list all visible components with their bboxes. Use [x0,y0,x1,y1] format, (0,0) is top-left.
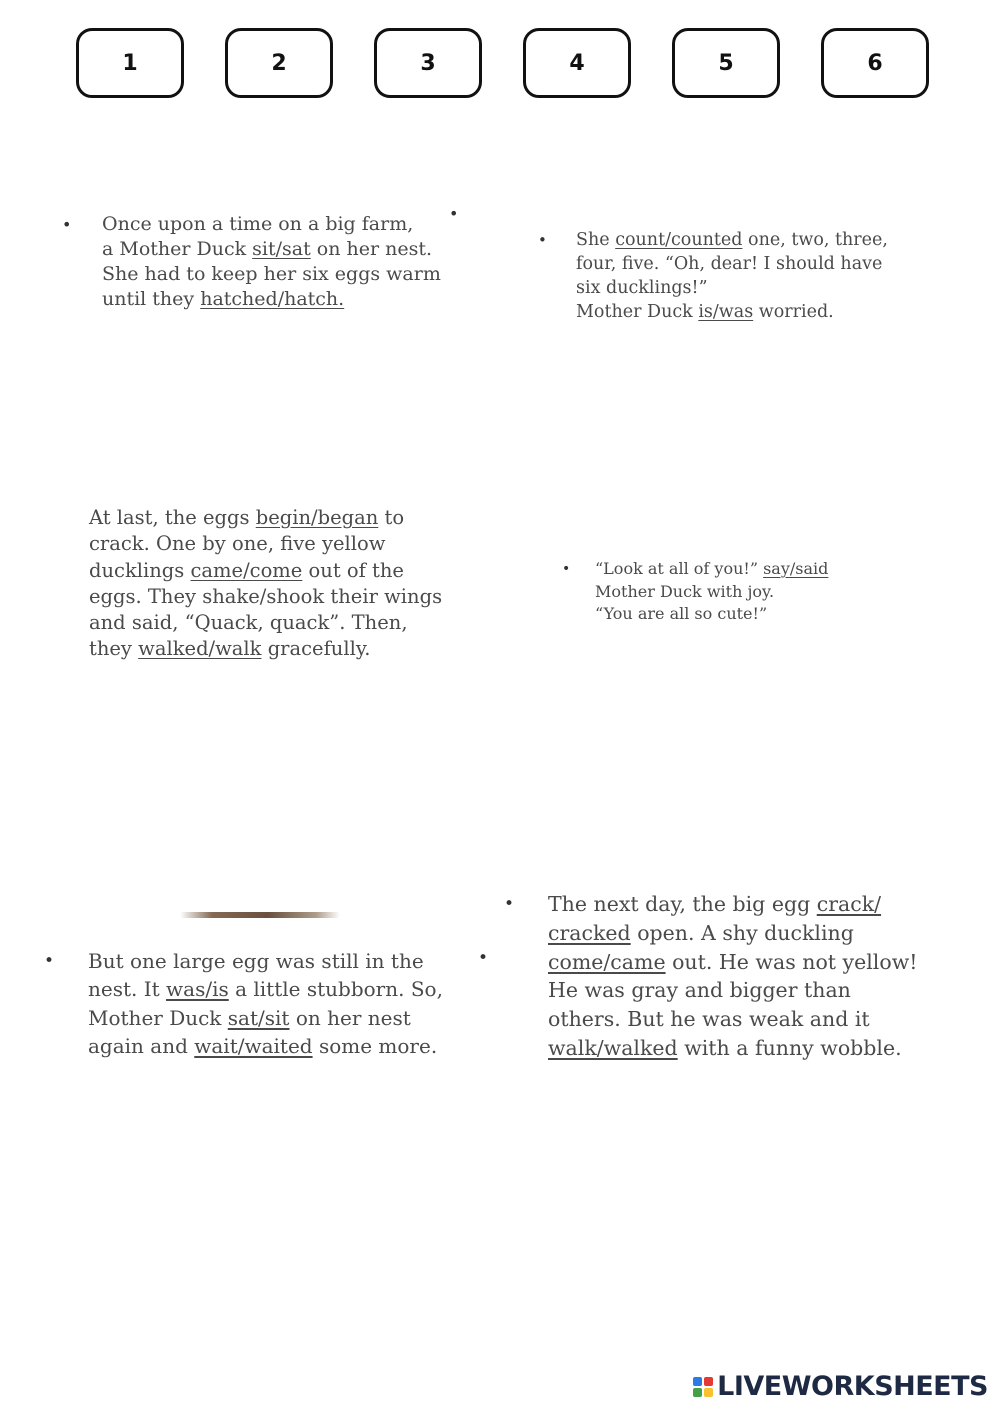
answer-box-5[interactable]: 5 [672,28,780,98]
text-run: a Mother Duck [102,238,253,260]
text-line [89,610,442,636]
text-line [102,287,441,312]
story-card-1[interactable] [62,212,441,312]
story-card-4-text [595,558,828,626]
text-line [88,975,443,1003]
bullet-icon: • [562,561,571,577]
text-run: others. But he was weak and it [548,1007,870,1032]
text-line [576,300,888,324]
text-run: She [576,230,616,250]
text-line [89,558,442,584]
text-run: crack. One by one, five yellow [89,532,386,556]
verb-choice[interactable]: sit/sat [252,238,311,260]
text-line [88,1032,443,1060]
answer-box-4[interactable]: 4 [523,28,631,98]
text-line [88,947,443,975]
story-card-3[interactable] [89,505,442,663]
text-run: At last, the eggs [89,506,256,529]
bullet-icon: • [538,231,547,249]
text-line [88,1004,443,1032]
answer-box-2[interactable]: 2 [225,28,333,98]
bullet-icon: • [62,215,72,234]
logo-mark-icon [693,1377,713,1397]
text-line [89,636,442,662]
verb-choice[interactable]: say/said [763,559,829,578]
bullet-icon: • [478,948,489,968]
story-card-3-text [89,505,442,663]
text-line [548,976,918,1005]
text-line [576,276,888,300]
text-run: out. He was not yellow! [665,949,918,974]
text-run: Mother Duck [88,1005,228,1030]
story-card-2[interactable] [538,228,888,324]
text-line [102,212,441,237]
verb-choice[interactable]: sat/sit [227,1005,290,1030]
answer-box-6[interactable]: 6 [821,28,929,98]
story-card-2-text [576,228,888,324]
text-run: The next day, the big egg [548,892,817,916]
text-run: But one large egg was still in the [88,949,424,973]
verb-choice[interactable]: came/come [190,558,303,582]
text-line [102,237,441,262]
text-line [89,584,442,610]
text-run: “Look at all of you!” [595,559,764,578]
answer-box-3[interactable]: 3 [374,28,482,98]
text-run: “You are all so cute!” [595,604,768,623]
text-line [102,262,441,287]
story-card-5[interactable] [44,947,443,1060]
text-run: worried. [753,302,834,322]
text-run: ducklings [89,558,191,582]
verb-choice[interactable]: come/came [548,949,666,974]
verb-choice[interactable]: begin/began [255,506,379,529]
liveworksheets-logo [693,1371,988,1402]
text-line [595,558,828,581]
text-run: and said, “Quack, quack”. Then, [89,611,408,635]
bullet-icon: • [449,204,459,223]
text-run: one, two, three, [742,230,888,250]
story-card-6[interactable] [504,890,918,1063]
text-run: four, five. “Oh, dear! I should have [576,254,883,274]
text-run: She had to keep her six eggs warm [102,263,441,285]
text-run: on her nest. [310,238,433,260]
text-run: Mother Duck with joy. [595,581,775,601]
bullet-icon: • [504,894,515,914]
text-run: Once upon a time on a big farm, [102,213,414,235]
verb-choice[interactable]: walk/walked [548,1035,678,1060]
verb-choice[interactable]: was/is [166,977,229,1002]
bullet-icon: • [44,951,55,971]
text-run: gracefully. [261,637,371,661]
story-card-6-text [548,890,918,1063]
text-run: on her nest [289,1005,411,1030]
story-card-1-text [102,212,441,312]
text-line [595,603,828,626]
text-run: they [89,637,139,661]
ink-smudge [180,912,340,918]
verb-choice[interactable]: crack/ [816,892,882,916]
text-run: eggs. They shake/shook their wings [89,584,443,608]
text-run: out of the [302,558,404,582]
text-line [548,948,918,977]
text-run: to [378,506,405,529]
text-line [548,1034,918,1063]
verb-choice[interactable]: walked/walk [138,637,262,661]
text-run: He was gray and bigger than [548,978,851,1003]
text-run: again and [88,1033,195,1058]
text-run: some more. [312,1033,438,1058]
text-line [89,531,442,557]
verb-choice[interactable]: count/counted [615,230,743,250]
text-run: six ducklings!” [576,278,708,298]
verb-choice[interactable]: is/was [698,302,754,322]
answer-box-1[interactable]: 1 [76,28,184,98]
text-line [576,252,888,276]
text-line [548,1005,918,1034]
text-run: until they [102,288,201,310]
story-card-4[interactable] [562,558,829,626]
text-line [89,505,442,531]
logo-text: LIVEWORKSHEETS [717,1371,988,1402]
text-line [548,890,918,919]
verb-choice[interactable]: wait/waited [194,1033,313,1058]
text-run: a little stubborn. So, [228,977,443,1002]
verb-choice[interactable]: hatched/hatch. [200,288,345,310]
text-run: Mother Duck [576,302,699,322]
text-run: with a funny wobble. [677,1035,902,1060]
text-run: open. A shy duckling [630,920,854,945]
text-line [548,919,918,948]
text-line [595,581,828,604]
text-run: nest. It [88,977,167,1002]
story-card-5-text [88,947,443,1060]
verb-choice[interactable]: cracked [548,920,631,945]
text-line [576,228,888,252]
